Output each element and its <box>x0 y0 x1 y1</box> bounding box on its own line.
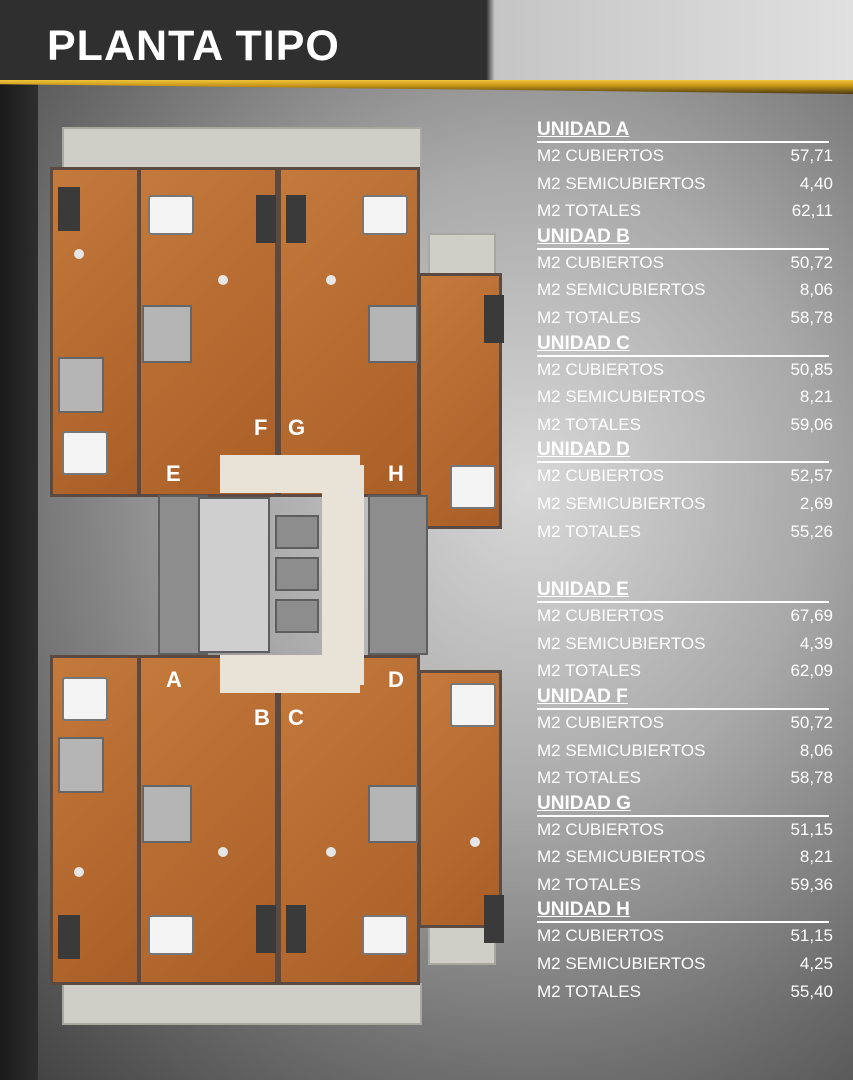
row-value: 67,69 <box>790 606 833 626</box>
dining-f <box>218 275 228 285</box>
plan-label-b: B <box>254 705 270 730</box>
dining-c <box>326 847 336 857</box>
row-label: M2 TOTALES <box>537 768 641 788</box>
bed-f <box>148 195 194 235</box>
row-label: M2 SEMICUBIERTOS <box>537 280 706 300</box>
unit-row <box>537 356 833 384</box>
sofa-h <box>484 295 504 343</box>
row-label: M2 TOTALES <box>537 414 641 434</box>
row-label: M2 SEMICUBIERTOS <box>537 847 706 867</box>
unit-heading: UNIDAD D <box>537 439 630 461</box>
row-label: M2 CUBIERTOS <box>537 146 664 165</box>
row-label: M2 CUBIERTOS <box>537 819 664 839</box>
elevator-1 <box>275 515 319 549</box>
unit-heading: UNIDAD A <box>537 119 630 140</box>
row-label: M2 TOTALES <box>537 521 641 541</box>
unit-block-h <box>537 898 833 1005</box>
bed-a <box>62 677 108 721</box>
row-value: 50,72 <box>790 252 833 272</box>
sofa-b <box>256 905 276 953</box>
unit-row <box>537 142 833 170</box>
unit-row <box>537 871 833 899</box>
plan-label-g: G <box>288 415 306 440</box>
row-value: 57,71 <box>790 146 833 165</box>
row-label: M2 SEMICUBIERTOS <box>537 173 706 193</box>
units-table <box>537 118 833 1005</box>
unit-row <box>537 922 833 950</box>
dining-d <box>470 837 480 847</box>
unit-heading: UNIDAD C <box>537 332 630 354</box>
bath-a <box>58 737 104 793</box>
row-label: M2 CUBIERTOS <box>537 712 664 732</box>
unit-row <box>537 276 833 304</box>
unit-row <box>537 737 833 765</box>
bed-g <box>362 195 408 235</box>
unit-block-d <box>537 438 833 545</box>
unit-row <box>537 462 833 490</box>
hall-corridor <box>322 465 364 685</box>
unit-row <box>537 950 833 978</box>
row-value: 62,11 <box>791 201 833 221</box>
dining-b <box>218 847 228 857</box>
row-value: 51,15 <box>790 819 833 839</box>
sofa-d <box>484 895 504 943</box>
unit-heading: UNIDAD G <box>537 792 631 814</box>
divider <box>537 815 829 817</box>
unit-row <box>537 816 833 844</box>
bed-c <box>362 915 408 955</box>
row-value: 2,69 <box>799 493 833 513</box>
row-label: M2 CUBIERTOS <box>537 252 664 272</box>
bath-g <box>368 305 418 363</box>
unit-row <box>537 657 833 685</box>
sofa-g <box>286 195 306 243</box>
group-spacer <box>537 545 833 578</box>
bath-c <box>368 785 418 843</box>
divider <box>537 461 829 463</box>
sofa-a <box>58 915 80 959</box>
unit-block-e <box>537 578 833 685</box>
unit-row <box>537 383 833 411</box>
row-label: M2 CUBIERTOS <box>537 606 664 626</box>
row-value: 4,39 <box>799 633 833 653</box>
unit-heading: UNIDAD H <box>537 899 630 921</box>
bed-h <box>450 465 496 509</box>
row-value: 8,21 <box>799 387 833 407</box>
unit-row <box>537 490 833 518</box>
row-value: 50,72 <box>790 712 833 732</box>
row-label: M2 SEMICUBIERTOS <box>537 633 706 653</box>
unit-block-f <box>537 685 833 792</box>
row-value: 8,06 <box>799 740 833 760</box>
row-value: 62,09 <box>790 661 833 681</box>
plan-label-e: E <box>166 461 181 486</box>
unit-row <box>537 764 833 792</box>
dining-e <box>74 249 84 259</box>
row-label: M2 SEMICUBIERTOS <box>537 387 706 407</box>
unit-heading: UNIDAD E <box>537 579 629 601</box>
row-value: 8,06 <box>799 280 833 300</box>
unit-row <box>537 709 833 737</box>
row-label: M2 SEMICUBIERTOS <box>537 493 706 513</box>
unit-row <box>537 411 833 439</box>
unit-heading: UNIDAD F <box>537 685 628 707</box>
divider <box>537 248 829 250</box>
bed-b <box>148 915 194 955</box>
elevator-3 <box>275 599 319 633</box>
unit-row <box>537 170 833 198</box>
unit-row <box>537 197 833 225</box>
sofa-f <box>256 195 276 243</box>
terrace-top <box>62 127 422 169</box>
bath-e <box>58 357 104 413</box>
plan-label-d: D <box>388 667 404 692</box>
left-dark-band <box>0 80 38 1080</box>
row-label: M2 SEMICUBIERTOS <box>537 954 706 974</box>
unit-row <box>537 978 833 1006</box>
row-value: 8,21 <box>799 847 833 867</box>
divider <box>537 921 829 923</box>
row-value: 55,40 <box>790 981 833 1001</box>
row-label: M2 SEMICUBIERTOS <box>537 740 706 760</box>
row-value: 4,25 <box>799 954 833 974</box>
unit-block-b <box>537 225 833 332</box>
unit-row <box>537 518 833 546</box>
dining-a <box>74 867 84 877</box>
row-value: 59,06 <box>790 414 833 434</box>
row-value: 52,57 <box>790 466 833 486</box>
sofa-c <box>286 905 306 953</box>
unit-row <box>537 304 833 332</box>
row-value: 4,40 <box>799 173 833 193</box>
plan-label-h: H <box>388 461 404 486</box>
terrace-bottom <box>62 983 422 1025</box>
row-label: M2 CUBIERTOS <box>537 466 664 486</box>
stairs <box>198 497 270 653</box>
row-value: 58,78 <box>790 768 833 788</box>
unit-row <box>537 602 833 630</box>
row-value: 50,85 <box>790 359 833 379</box>
row-value: 59,36 <box>790 874 833 894</box>
bath-f <box>142 305 192 363</box>
plan-label-f: F <box>254 415 268 440</box>
plan-label-c: C <box>288 705 304 730</box>
core-right <box>368 495 428 655</box>
floor-plan <box>50 125 510 1025</box>
row-label: M2 TOTALES <box>537 874 641 894</box>
unit-block-a <box>537 118 833 225</box>
row-label: M2 CUBIERTOS <box>537 926 664 946</box>
unit-block-c <box>537 332 833 439</box>
row-value: 58,78 <box>790 307 833 327</box>
row-value: 51,15 <box>790 926 833 946</box>
bath-b <box>142 785 192 843</box>
unit-heading: UNIDAD B <box>537 225 630 247</box>
divider <box>537 355 829 357</box>
unit-row <box>537 630 833 658</box>
elevator-2 <box>275 557 319 591</box>
plan-label-a: A <box>166 667 182 692</box>
divider <box>537 141 829 143</box>
divider <box>537 708 829 710</box>
row-label: M2 TOTALES <box>537 981 641 1001</box>
page-title: PLANTA TIPO <box>47 22 340 70</box>
dining-g <box>326 275 336 285</box>
row-value: 55,26 <box>790 521 833 541</box>
bed-d <box>450 683 496 727</box>
divider <box>537 601 829 603</box>
sofa-e <box>58 187 80 231</box>
bed-e <box>62 431 108 475</box>
unit-row <box>537 249 833 277</box>
row-label: M2 CUBIERTOS <box>537 359 664 379</box>
row-label: M2 TOTALES <box>537 201 641 221</box>
row-label: M2 TOTALES <box>537 661 641 681</box>
unit-row <box>537 843 833 871</box>
unit-block-g <box>537 792 833 899</box>
terrace-right-top <box>428 233 496 275</box>
row-label: M2 TOTALES <box>537 307 641 327</box>
